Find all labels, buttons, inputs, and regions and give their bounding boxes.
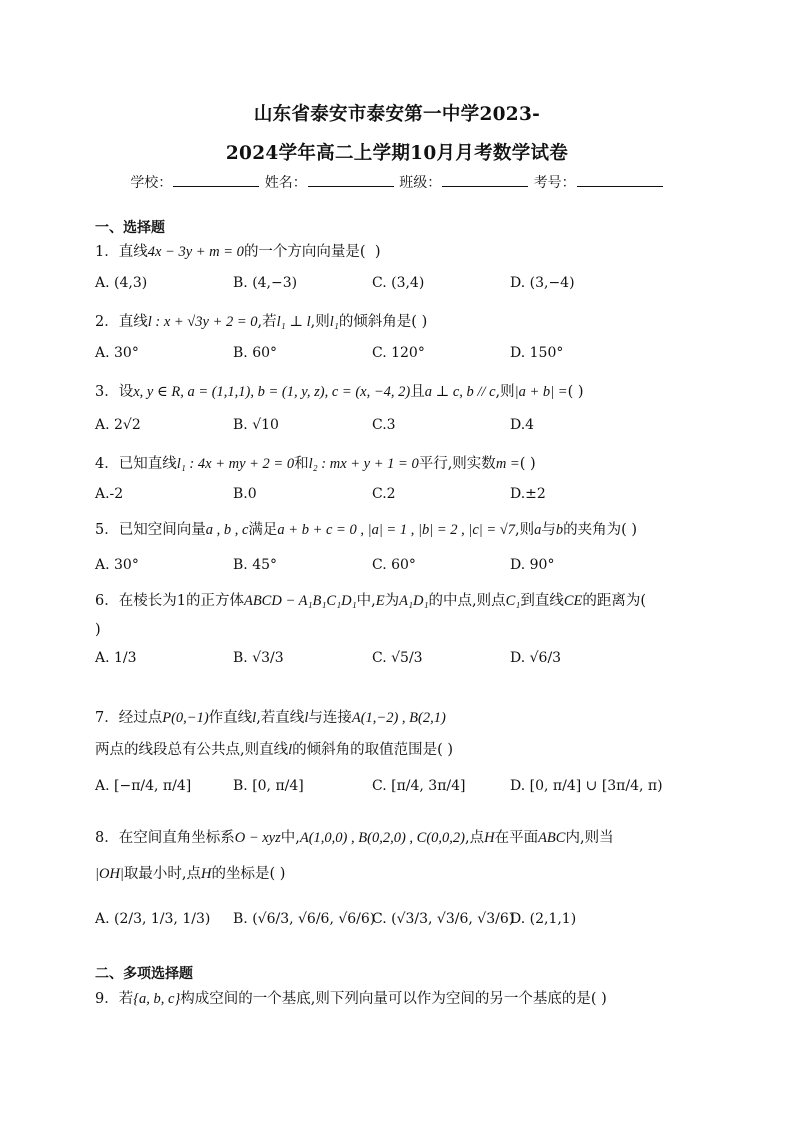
math-expression: P(0,−1)	[162, 710, 209, 726]
math-expression: |a + b| =	[514, 384, 568, 400]
option-b: B. (4,−3)	[233, 275, 298, 291]
math-expression: A₁D₁	[399, 593, 429, 609]
option-c: C. [π/4, 3π/4]	[372, 778, 466, 794]
section-heading: 二、多项选择题	[95, 966, 193, 982]
option-a: A. (2/3, 1/3, 1/3)	[95, 911, 211, 927]
option-a: A. 30°	[95, 557, 139, 573]
question-text: 若	[118, 991, 134, 1007]
question-text: )	[374, 244, 381, 260]
question-text: 构成空间的一个基底,则下列向量可以作为空间的另一个基底的是( )	[180, 991, 607, 1007]
question-text: 的夹角为( )	[563, 522, 638, 538]
question-text: 的中点,则点	[428, 593, 506, 609]
option-a: A. (4,3)	[95, 275, 148, 291]
question-text: ( )	[567, 384, 584, 400]
question-text: 作直线	[208, 710, 253, 726]
math-expression: a	[534, 522, 542, 538]
question-text: ,若	[257, 314, 277, 330]
question-text: 的距离为(	[582, 593, 647, 609]
math-expression: l	[288, 742, 293, 758]
question-text: ( )	[519, 456, 536, 472]
question-3	[95, 380, 584, 401]
name-label: 姓名：	[264, 175, 307, 191]
question-number: 3．	[95, 384, 119, 400]
option-a: A. 1/3	[95, 650, 137, 666]
class-blank	[442, 174, 528, 187]
math-expression: a , b , c	[205, 522, 249, 538]
math-expression: H	[201, 866, 212, 882]
option-c: C. 60°	[372, 557, 416, 573]
name-blank	[308, 174, 394, 187]
math-expression: ABC	[538, 830, 566, 846]
page-title-line1: 山东省泰安市泰安第一中学2023-	[253, 104, 541, 125]
question-number: 4．	[95, 456, 119, 472]
question-text: 中,	[356, 593, 376, 609]
question-text: 和	[294, 456, 309, 472]
question-text: 的坐标是( )	[211, 866, 286, 882]
option-c: C. 120°	[372, 345, 425, 361]
option-b: B. 45°	[233, 557, 278, 573]
question-1	[95, 240, 380, 261]
math-expression: l₁ : 4x + my + 2 = 0	[176, 456, 295, 472]
math-expression: a + b + c = 0 , |a| = 1 , |b| = 2 , |c| = √7	[277, 522, 516, 538]
option-c: C.3	[372, 417, 396, 433]
math-expression: E	[375, 593, 385, 609]
math-expression: |OH|	[95, 866, 124, 882]
question-text: 在平面	[494, 830, 539, 846]
option-a: A. 2√2	[95, 417, 141, 433]
question-text: 到直线	[520, 593, 564, 609]
question-text: ,点	[464, 830, 485, 846]
option-c: C. (3,4)	[372, 275, 425, 291]
question-text: 中,	[280, 830, 300, 846]
option-b: B. (√6/3, √6/6, √6/6)	[233, 911, 376, 927]
question-text: 内,则当	[565, 830, 614, 846]
option-b: B. 60°	[233, 345, 278, 361]
question-text: 且	[410, 384, 425, 400]
question-6-close: )	[95, 622, 101, 638]
question-text: 已知空间向量	[118, 522, 206, 538]
math-expression: ABCD − A₁B₁C₁D₁	[243, 593, 357, 609]
question-8	[95, 826, 614, 847]
question-6	[95, 589, 646, 610]
option-b: B.0	[233, 486, 257, 502]
question-text: ,则	[310, 314, 330, 330]
question-number: 2．	[95, 314, 119, 330]
question-text: 设	[118, 384, 134, 400]
question-7-line2	[95, 738, 453, 759]
question-text: 直线	[118, 314, 148, 330]
option-a: A.-2	[95, 486, 124, 502]
question-text: 平行,则实数	[418, 456, 496, 472]
math-expression: 4x − 3y + m = 0	[147, 244, 244, 260]
option-d: D. 90°	[510, 557, 555, 573]
question-7	[95, 706, 446, 727]
option-c: C.2	[372, 486, 396, 502]
option-d: D. [0, π/4] ∪ [3π/4, π)	[510, 778, 663, 794]
math-expression: l	[304, 710, 309, 726]
math-expression: l₁	[329, 314, 339, 330]
math-expression: A(1,0,0) , B(0,2,0) , C(0,0,2)	[299, 830, 465, 846]
question-text: 在空间直角坐标系	[118, 830, 235, 846]
question-text: ,则	[495, 384, 515, 400]
option-c: C. √5/3	[372, 650, 423, 666]
question-text: 的一个方向向量是(	[243, 244, 366, 260]
school-blank	[173, 174, 259, 187]
question-text: ,则	[515, 522, 535, 538]
question-text: 已知直线	[118, 456, 177, 472]
math-expression: l : x + √3y + 2 = 0	[147, 314, 258, 330]
question-5	[95, 518, 637, 539]
math-expression: l₁ ⊥ l	[276, 314, 311, 330]
math-expression: l₂ : mx + y + 1 = 0	[308, 456, 419, 472]
question-text: 满足	[248, 522, 278, 538]
question-4	[95, 452, 536, 473]
math-expression: C₁	[505, 593, 521, 609]
student-info-row	[0, 172, 794, 192]
math-expression: a ⊥ c, b // c	[424, 384, 496, 400]
question-text: 为	[384, 593, 400, 609]
option-d: D.±2	[510, 486, 546, 502]
question-number: 5．	[95, 522, 119, 538]
exam-number-blank	[577, 174, 663, 187]
question-text: 两点的线段总有公共点,则直线	[95, 742, 289, 758]
option-c: C. (√3/3, √3/6, √3/6)	[372, 911, 515, 927]
math-expression: m =	[495, 456, 520, 472]
option-d: D. (2,1,1)	[510, 911, 577, 927]
option-b: B. √3/3	[233, 650, 284, 666]
math-expression: {a, b, c}	[133, 991, 181, 1007]
section-heading: 一、选择题	[95, 220, 165, 236]
question-number: 7．	[95, 710, 119, 726]
question-8-line2	[95, 862, 285, 883]
exam-number-label: 考号：	[533, 175, 576, 191]
question-text: 的倾斜角的取值范围是( )	[292, 742, 454, 758]
question-text: 经过点	[118, 710, 163, 726]
option-d: D. 150°	[510, 345, 564, 361]
school-label: 学校：	[130, 175, 173, 191]
math-expression: l	[252, 710, 257, 726]
question-number: 6．	[95, 593, 119, 609]
question-text: 取最小时,点	[123, 866, 202, 882]
math-expression: x, y ∈ R, a = (1,1,1), b = (1, y, z), c = (x, −4, 2)	[133, 384, 411, 400]
option-a: A. [−π/4, π/4]	[95, 778, 192, 794]
question-number: 8．	[95, 830, 119, 846]
option-b: B. [0, π/4]	[233, 778, 304, 794]
math-expression: b	[555, 522, 564, 538]
option-d: D.4	[510, 417, 535, 433]
question-number: 9．	[95, 991, 119, 1007]
question-text: ,若直线	[256, 710, 305, 726]
math-expression: A(1,−2) , B(2,1)	[351, 710, 446, 726]
question-9	[95, 987, 607, 1008]
question-text: 与连接	[308, 710, 352, 726]
question-text: 与	[541, 522, 556, 538]
option-d: D. (3,−4)	[510, 275, 575, 291]
question-text: 直线	[118, 244, 148, 260]
question-text: 在棱长为1的正方体	[118, 593, 244, 609]
math-expression: H	[484, 830, 495, 846]
math-expression: CE	[563, 593, 583, 609]
math-expression: O − xyz	[234, 830, 281, 846]
option-d: D. √6/3	[510, 650, 562, 666]
question-2	[95, 310, 427, 331]
question-text: 的倾斜角是( )	[338, 314, 428, 330]
page-title-line2: 2024学年高二上学期10月月考数学试卷	[225, 143, 569, 164]
option-a: A. 30°	[95, 345, 139, 361]
class-label: 班级：	[399, 175, 442, 191]
question-number: 1．	[95, 244, 119, 260]
option-b: B. √10	[233, 417, 279, 433]
